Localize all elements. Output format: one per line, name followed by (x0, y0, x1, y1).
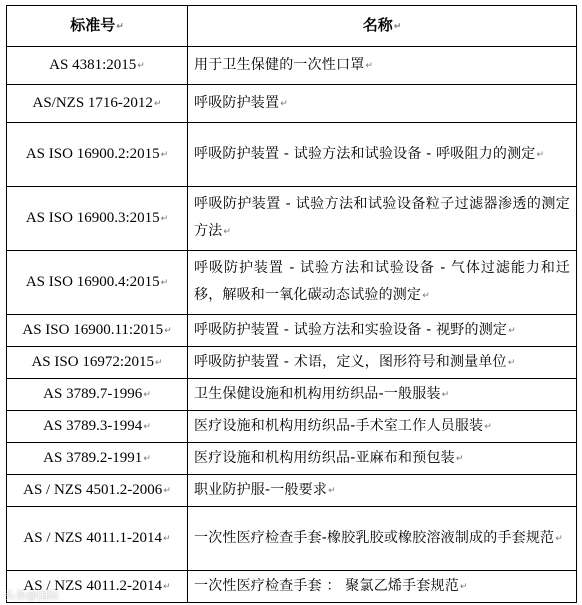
table-row (7, 475, 577, 507)
standard-code-cell (7, 475, 188, 507)
standard-name-cell (188, 443, 577, 475)
watermark: 头条@国际 (4, 589, 59, 602)
standard-name: 呼吸防护装置 (194, 94, 280, 111)
paragraph-mark-icon: ↵ (160, 213, 169, 224)
table-row (7, 379, 577, 411)
standard-name-cell (188, 315, 577, 347)
table-row (7, 315, 577, 347)
standard-name-cell (188, 251, 577, 315)
standard-code: AS 3789.2-1991 (43, 449, 143, 466)
paragraph-mark-icon: ↵ (163, 533, 171, 544)
paragraph-mark-icon: ↵ (422, 291, 430, 301)
paragraph-mark-icon: ↵ (365, 60, 374, 71)
paragraph-mark-icon: ↵ (143, 453, 151, 464)
standard-code: AS / NZS 4011.2-2014 (23, 577, 163, 594)
standard-name-cell (188, 347, 577, 379)
standard-name-cell (188, 507, 577, 571)
standard-name-cell (188, 379, 577, 411)
paragraph-mark-icon: ↵ (507, 357, 516, 368)
header-row (7, 6, 577, 47)
standard-code-cell (7, 347, 188, 379)
paragraph-mark-icon: ↵ (160, 277, 169, 288)
header-name (188, 6, 577, 47)
paragraph-mark-icon: ↵ (154, 357, 163, 368)
standards-table (6, 5, 577, 603)
paragraph-mark-icon: ↵ (163, 485, 171, 496)
paragraph-mark-icon: ↵ (160, 149, 169, 160)
paragraph-mark-icon: ↵ (536, 149, 545, 160)
paragraph-mark-icon: ↵ (459, 581, 468, 592)
table-row (7, 123, 577, 187)
paragraph-mark-icon: ↵ (116, 21, 124, 32)
standard-code: AS/NZS 1716-2012 (32, 94, 153, 111)
standard-code-cell (7, 123, 188, 187)
paragraph-mark-icon: ↵ (441, 389, 450, 400)
table-row (7, 47, 577, 85)
standard-name: 呼吸防护装置 - 试验方法和试验设备粒子过滤器渗透的测定方法 (194, 196, 570, 239)
standard-code: AS ISO 16900.3:2015 (25, 209, 160, 226)
table-row (7, 347, 577, 379)
standard-name: 呼吸防护装置 - 试验方法和试验设备 - 呼吸阻力的测定 (194, 145, 536, 162)
standard-name: 一次性医疗检查手套-橡胶乳胶或橡胶溶液制成的手套规范 (194, 529, 555, 546)
paragraph-mark-icon: ↵ (280, 98, 288, 109)
table-row (7, 443, 577, 475)
header-code-label: 标准号 (70, 15, 116, 34)
standard-name: 职业防护服-一般要求 (194, 481, 328, 498)
standard-code: AS ISO 16900.11:2015 (22, 321, 164, 338)
standard-code-cell (7, 85, 188, 123)
paragraph-mark-icon: ↵ (484, 421, 493, 432)
standard-name: 一次性医疗检查手套 ： 聚氯乙烯手套规范 (194, 577, 459, 594)
standard-name-cell (188, 411, 577, 443)
standard-code-cell (7, 443, 188, 475)
paragraph-mark-icon: ↵ (555, 533, 564, 544)
paragraph-mark-icon: ↵ (328, 485, 336, 496)
standard-code-cell (7, 411, 188, 443)
standard-code: AS / NZS 4501.2-2006 (23, 481, 163, 498)
standard-name: 医疗设施和机构用纺织品-亚麻布和预包装 (194, 449, 455, 466)
standard-code: AS 4381:2015 (49, 56, 137, 73)
standard-code: AS ISO 16972:2015 (31, 353, 154, 370)
table-row (7, 251, 577, 315)
standard-name-cell (188, 85, 577, 123)
paragraph-mark-icon: ↵ (163, 581, 171, 592)
table-row (7, 411, 577, 443)
standard-code-cell (7, 379, 188, 411)
standard-name: 呼吸防护装置 - 术语，定义，图形符号和测量单位 (194, 353, 507, 370)
paragraph-mark-icon: ↵ (508, 325, 516, 336)
standard-name-cell (188, 123, 577, 187)
standard-code-cell (7, 315, 188, 347)
standard-code-cell (7, 47, 188, 85)
standard-name-cell (188, 187, 577, 251)
standard-code-cell (7, 187, 188, 251)
table-row (7, 507, 577, 571)
standard-name: 呼吸防护装置 - 试验方法和实验设备 - 视野的测定 (194, 321, 508, 338)
paragraph-mark-icon: ↵ (143, 421, 151, 432)
header-code (7, 6, 188, 47)
standard-name: 用于卫生保健的一次性口罩 (194, 56, 365, 73)
header-name-label: 名称 (362, 15, 393, 34)
standard-code-cell (7, 251, 188, 315)
standard-code: AS 3789.3-1994 (43, 417, 143, 434)
table-body (7, 47, 577, 603)
table-row (7, 85, 577, 123)
standard-name-cell (188, 47, 577, 85)
standard-code: AS ISO 16900.2:2015 (25, 145, 160, 162)
standard-name: 卫生保健设施和机构用纺织品-一般服装 (194, 385, 441, 402)
paragraph-mark-icon: ↵ (164, 325, 172, 336)
standard-name: 呼吸防护装置 - 试验方法和试验设备 - 气体过滤能力和迁移，解吸和一氧化碳动态试验的测定 (194, 260, 570, 303)
standard-name-cell (188, 475, 577, 507)
standard-code-cell (7, 507, 188, 571)
paragraph-mark-icon: ↵ (393, 21, 402, 32)
standard-code: AS 3789.7-1996 (43, 385, 143, 402)
table-row (7, 571, 577, 603)
standard-name: 医疗设施和机构用纺织品-手术室工作人员服装 (194, 417, 484, 434)
paragraph-mark-icon: ↵ (153, 98, 162, 109)
standard-name-cell (188, 571, 577, 603)
table-row (7, 187, 577, 251)
paragraph-mark-icon: ↵ (143, 389, 151, 400)
paragraph-mark-icon: ↵ (223, 227, 232, 237)
standard-code: AS ISO 16900.4:2015 (25, 273, 160, 290)
paragraph-mark-icon: ↵ (455, 453, 464, 464)
standard-code: AS / NZS 4011.1-2014 (23, 529, 163, 546)
paragraph-mark-icon: ↵ (137, 60, 145, 71)
